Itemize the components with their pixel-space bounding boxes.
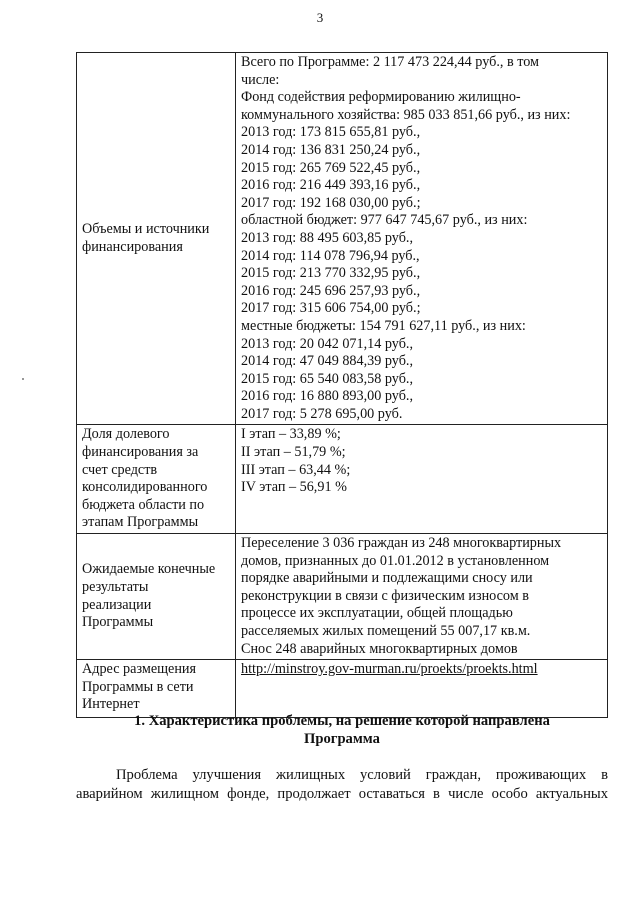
address-label-line: Адрес размещения — [82, 661, 197, 678]
funding-line: 2017 год: 315 606 754,00 руб.; — [241, 300, 421, 317]
margin-speck — [22, 378, 24, 380]
share-value-cell — [236, 425, 608, 534]
share-label-line: бюджета области по — [82, 496, 205, 513]
share-stage-line: I этап – 33,89 %; — [241, 426, 341, 443]
share-label-line: Доля долевого — [82, 426, 170, 443]
share-label-cell — [77, 425, 236, 534]
funding-value-cell — [236, 53, 608, 425]
funding-line: 2016 год: 216 449 393,16 руб., — [241, 177, 421, 194]
section-heading-line: 1. Характеристика проблемы, на решение которой направлена — [134, 713, 550, 729]
share-label-line: этапам Программы — [82, 514, 199, 531]
funding-line: местные бюджеты: 154 791 627,11 руб., из них: — [241, 317, 526, 334]
address-value-cell — [236, 660, 608, 718]
paragraph-line: Проблема улучшения жилищных условий граждан, проживающих в — [116, 767, 608, 783]
funding-line: 2014 год: 136 831 250,24 руб., — [241, 141, 421, 158]
table-row-share — [77, 425, 608, 534]
share-label-line: консолидированного — [82, 479, 208, 496]
share-stage-line: IV этап – 56,91 % — [241, 479, 347, 496]
funding-label-line: Объемы и источники — [82, 221, 210, 238]
results-label-line: Ожидаемые конечные — [82, 561, 216, 578]
results-label-cell — [77, 534, 236, 660]
funding-line: Фонд содействия реформированию жилищно- — [241, 89, 521, 106]
funding-line: 2013 год: 88 495 603,85 руб., — [241, 229, 414, 246]
address-label-line: Программы в сети — [82, 678, 194, 695]
table-row-results — [77, 534, 608, 660]
results-value-cell — [236, 534, 608, 660]
results-line: порядке аварийными и подлежащими сносу или — [241, 570, 533, 587]
results-line: процессе их эксплуатации, общей площадью — [241, 605, 513, 622]
results-line: домов, признанных до 01.01.2012 в установленном — [241, 552, 550, 569]
funding-line: 2017 год: 192 168 030,00 руб.; — [241, 194, 421, 211]
page-number: 3 — [316, 10, 324, 25]
results-line: Переселение 3 036 граждан из 248 многоквартирных — [241, 535, 562, 552]
results-line: Снос 248 аварийных многоквартирных домов — [241, 640, 518, 657]
section-paragraph — [76, 766, 608, 804]
table-row-address — [77, 660, 608, 718]
funding-line: 2015 год: 65 540 083,58 руб., — [241, 370, 414, 387]
address-label-cell — [77, 660, 236, 718]
program-website-link[interactable]: http://minstroy.gov-murman.ru/proekts/proekts.html — [241, 661, 538, 678]
funding-label-cell — [77, 53, 236, 425]
results-label-line: Программы — [82, 614, 154, 631]
results-label-line: результаты — [82, 579, 149, 596]
funding-line: 2014 год: 114 078 796,94 руб., — [241, 247, 420, 264]
section-heading — [76, 712, 608, 748]
funding-line: 2015 год: 265 769 522,45 руб., — [241, 159, 421, 176]
funding-line: Всего по Программе: 2 117 473 224,44 руб., в том — [241, 54, 540, 70]
results-line: реконструкции в связи с физическим износом в — [241, 587, 529, 604]
funding-line: 2016 год: 245 696 257,93 руб., — [241, 282, 421, 299]
funding-line: 2014 год: 47 049 884,39 руб., — [241, 353, 414, 370]
funding-line: 2016 год: 16 880 893,00 руб., — [241, 388, 414, 405]
share-label-line: счет средств — [82, 461, 158, 478]
funding-line: коммунального хозяйства: 985 033 851,66 руб., из них: — [241, 106, 571, 123]
funding-line: 2015 год: 213 770 332,95 руб., — [241, 265, 421, 282]
funding-line: числе: — [241, 71, 280, 88]
funding-label-line: финансирования — [82, 238, 183, 255]
share-stage-line: II этап – 51,79 %; — [241, 444, 346, 461]
funding-line: областной бюджет: 977 647 745,67 руб., из них: — [241, 212, 528, 229]
funding-line: 2017 год: 5 278 695,00 руб. — [241, 405, 403, 422]
paragraph-line: аварийном жилищном фонде, продолжает оставаться в числе особо актуальных — [76, 786, 608, 802]
share-label-line: финансирования за — [82, 444, 199, 461]
funding-line: 2013 год: 20 042 071,14 руб., — [241, 335, 414, 352]
program-passport-table — [76, 52, 608, 718]
address-label-line: Интернет — [82, 696, 140, 713]
results-label-line: реализации — [82, 596, 152, 613]
results-line: расселяемых жилых помещений 55 007,17 кв.м. — [241, 623, 531, 639]
table-row-funding — [77, 53, 608, 425]
share-stage-line: III этап – 63,44 %; — [241, 461, 351, 478]
section-heading-line: Программа — [304, 731, 380, 747]
funding-line: 2013 год: 173 815 655,81 руб., — [241, 124, 421, 141]
